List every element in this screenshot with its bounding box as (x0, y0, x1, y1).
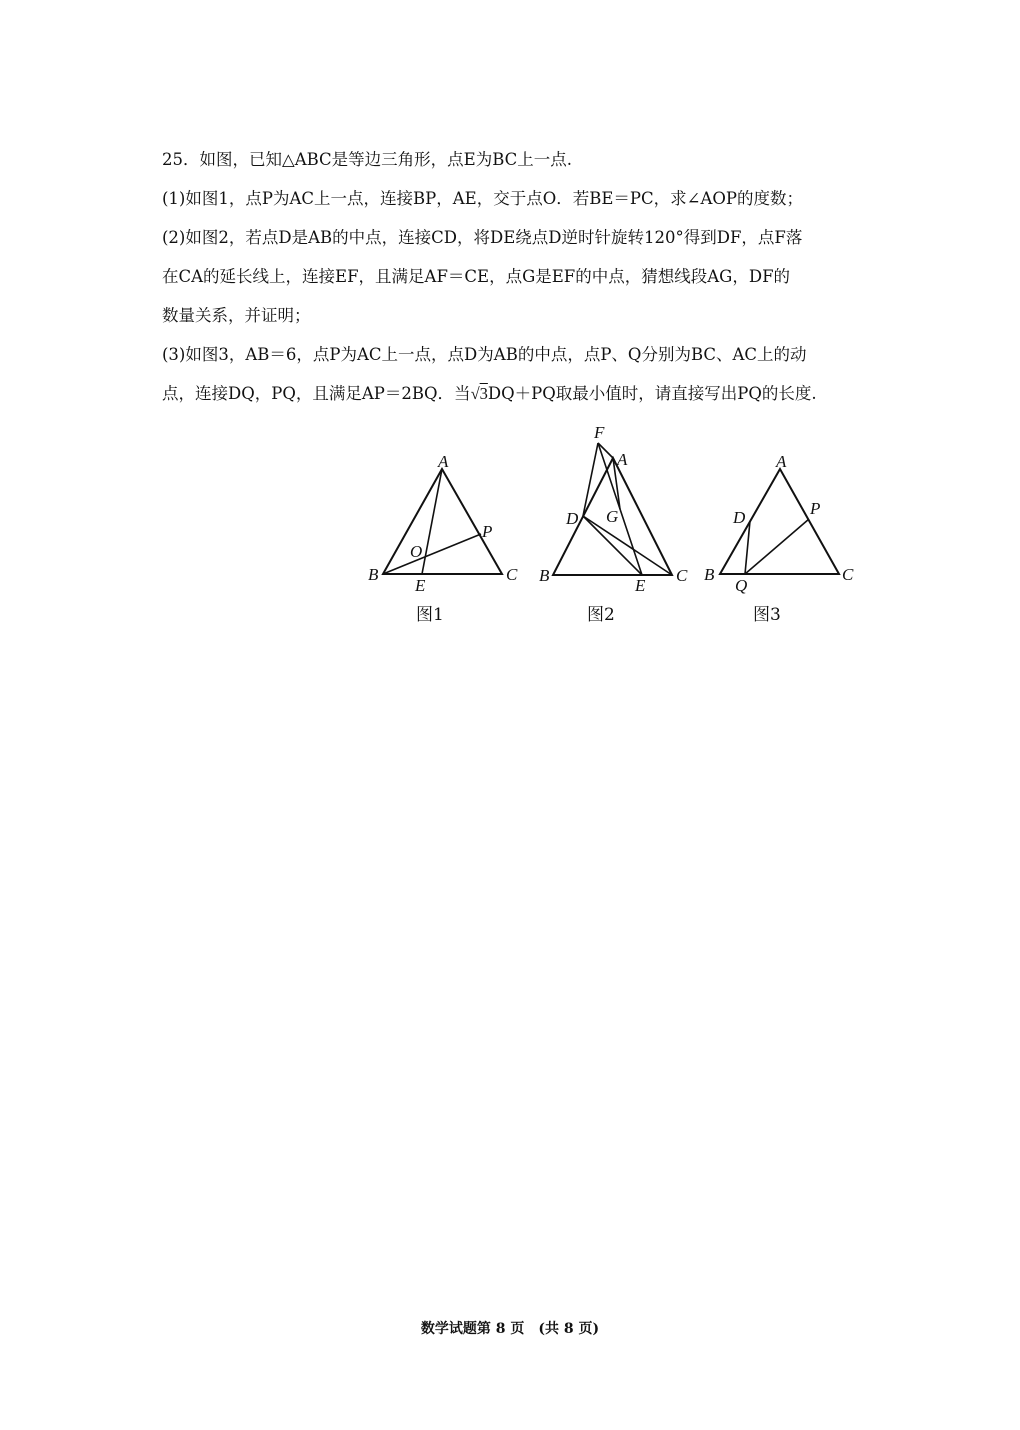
problem-part-3-line-1: (3)如图3，AB＝6，点P为AC上一点，点D为AB的中点，点P、Q分别为BC、AC上的动 (162, 345, 807, 364)
label-o: O (410, 542, 423, 561)
figure-2-diagram (535, 420, 705, 600)
figure-3-caption: 图3 (753, 605, 781, 625)
problem-part-2-line-2: 在CA的延长线上，连接EF，且满足AF＝CE，点G是EF的中点，猜想线段AG，DF的 (162, 267, 791, 286)
problem-part-2-line-1: (2)如图2，若点D是AB的中点，连接CD，将DE绕点D逆时针旋转120°得到DF，点F落 (162, 228, 803, 247)
figure-1-diagram (360, 448, 530, 598)
label-d: D (566, 509, 579, 528)
page-footer: 数学试题第 8 页 (共 8 页) (420, 1321, 600, 1337)
problem-part-3-line-2: 点，连接DQ，PQ，且满足AP＝2BQ．当√3DQ＋PQ取最小值时，请直接写出PQ的长度. (162, 384, 817, 403)
segment-ae (422, 469, 442, 574)
label-c: C (676, 566, 688, 585)
figure-1-caption: 图1 (416, 605, 444, 625)
label-c: C (506, 565, 518, 584)
segment-bp (383, 534, 481, 574)
figure-2-caption: 图2 (587, 605, 615, 625)
segment-fd (583, 443, 598, 516)
label-g: G (606, 507, 619, 526)
label-a: A (438, 452, 449, 471)
label-b: B (704, 565, 715, 584)
label-a: A (617, 450, 628, 469)
problem-part-2-line-3: 数量关系，并证明； (162, 306, 311, 325)
problem-intro: 25．如图，已知△ABC是等边三角形，点E为BC上一点. (162, 150, 573, 169)
label-d: D (733, 508, 746, 527)
label-p: P (482, 522, 493, 541)
label-e: E (635, 576, 646, 595)
figure-2 (535, 420, 705, 600)
label-b: B (368, 565, 379, 584)
segment-pq (745, 519, 809, 574)
figure-3 (700, 448, 870, 598)
label-b: B (539, 566, 550, 585)
problem-25 (162, 140, 862, 413)
label-f: F (594, 423, 605, 442)
figure-1 (360, 448, 530, 598)
figure-3-diagram (700, 448, 870, 598)
sqrt-expression: √3 (470, 384, 488, 403)
label-q: Q (735, 576, 748, 595)
label-e: E (415, 576, 426, 595)
problem-part-1: (1)如图1，点P为AC上一点，连接BP，AE，交于点O．若BE＝PC，求∠AOP的度数； (162, 189, 803, 208)
label-p: P (810, 499, 821, 518)
label-a: A (776, 452, 787, 471)
segment-dc (583, 516, 672, 575)
label-c: C (842, 565, 854, 584)
